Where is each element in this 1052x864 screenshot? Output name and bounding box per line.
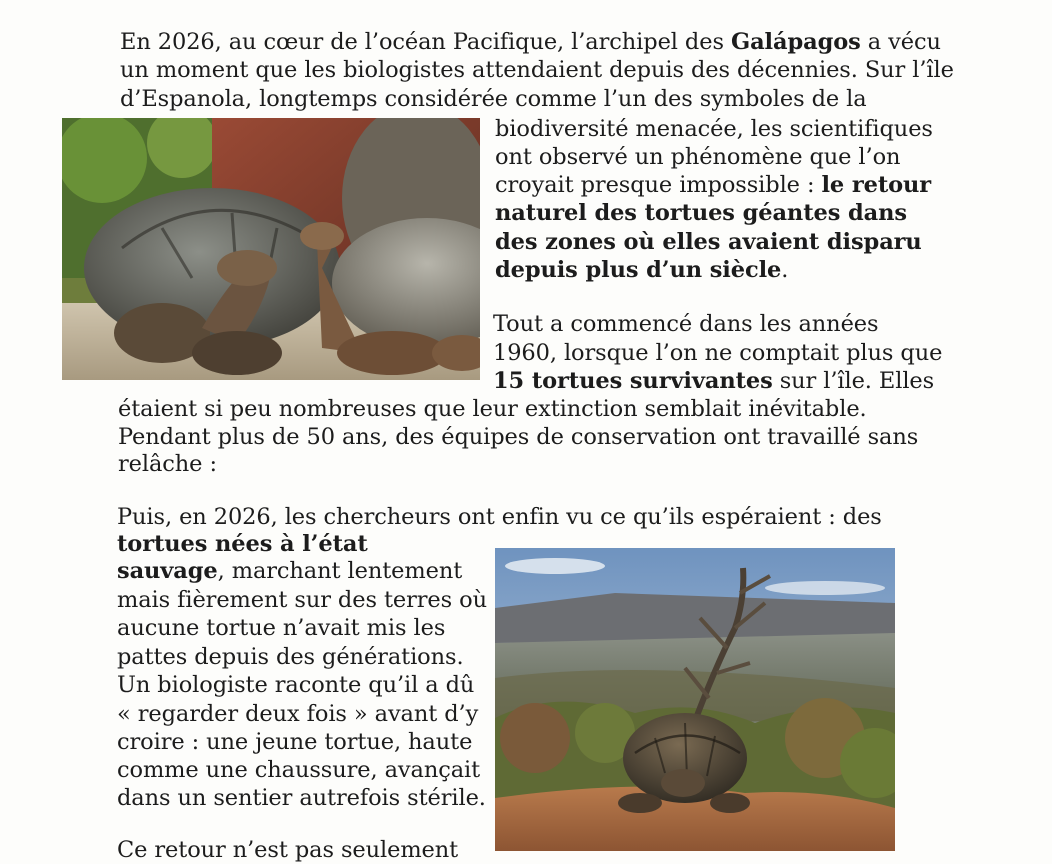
para1-line-9 xyxy=(495,256,788,284)
bold-run: tortues nées à l’état xyxy=(117,531,368,557)
bold-run: le retour xyxy=(821,172,932,198)
para3-line-6: pattes depuis des générations. xyxy=(117,644,464,670)
para4-line-1: Ce retour n’est pas seulement xyxy=(117,837,459,863)
text-run: croyait presque impossible : xyxy=(495,172,822,198)
text-run: a vécu xyxy=(860,29,941,55)
para1-line-6 xyxy=(495,171,931,199)
para3-line-5: aucune tortue n’avait mis les xyxy=(117,615,446,641)
para3-line-9: croire : une jeune tortue, haute xyxy=(117,729,473,755)
para3-line-4: mais fièrement sur des terres où xyxy=(117,587,487,613)
text-run: . xyxy=(781,257,789,283)
para1-line-2: un moment que les biologistes attendaient depuis des décennies. Sur l’île xyxy=(120,57,954,83)
bold-run: naturel des tortues géantes dans xyxy=(495,200,907,226)
para2-line-2: 1960, lorsque l’on ne comptait plus que xyxy=(493,340,943,366)
para3-line-7: Un biologiste raconte qu’il a dû xyxy=(117,672,475,698)
bold-run: des zones où elles avaient disparu xyxy=(495,229,922,255)
text-run: , marchant lentement xyxy=(217,558,463,584)
para1-line-8 xyxy=(495,228,922,256)
para2-line-5: Pendant plus de 50 ans, des équipes de conservation ont travaillé sans xyxy=(118,424,919,450)
bold-run: sauvage xyxy=(117,558,218,584)
para2-line-6: relâche : xyxy=(118,451,217,477)
tortoises-photo xyxy=(62,118,480,380)
para2-line-3 xyxy=(493,367,934,395)
para3-line-1: Puis, en 2026, les chercheurs ont enfin vu ce qu’ils espéraient : des xyxy=(117,504,882,530)
para1-line-3: d’Espanola, longtemps considérée comme l’un des symboles de la xyxy=(120,86,867,112)
text-run: sur l’île. Elles xyxy=(772,368,935,394)
para3-line-10: comme une chaussure, avançait xyxy=(117,757,481,783)
highland-tortoise-photo xyxy=(495,548,895,851)
para3-line-3 xyxy=(117,557,462,585)
para1-line-4: biodiversité menacée, les scientifiques xyxy=(495,116,933,142)
bold-run: depuis plus d’un siècle xyxy=(495,257,782,283)
para1-line-1 xyxy=(120,28,941,56)
para2-line-4: étaient si peu nombreuses que leur extinction semblait inévitable. xyxy=(118,396,867,422)
para1-line-7 xyxy=(495,199,907,227)
para1-line-5: ont observé un phénomène que l’on xyxy=(495,144,901,170)
text-run: En 2026, au cœur de l’océan Pacifique, l’archipel des xyxy=(120,29,731,55)
para3-line-8: « regarder deux fois » avant d’y xyxy=(117,701,479,727)
para3-line-11: dans un sentier autrefois stérile. xyxy=(117,785,486,811)
para2-line-1: Tout a commencé dans les années xyxy=(493,311,879,337)
para3-line-2 xyxy=(117,530,368,558)
bold-run: 15 tortues survivantes xyxy=(493,368,773,394)
bold-run: Galápagos xyxy=(730,29,861,55)
